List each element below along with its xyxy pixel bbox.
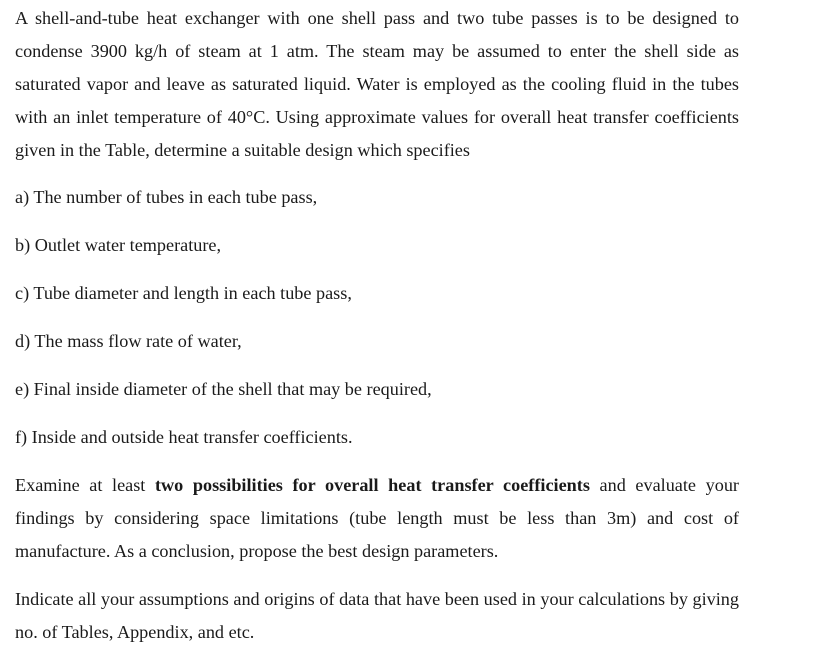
list-item: c) Tube diameter and length in each tube pass, xyxy=(15,283,352,303)
list-item: e) Final inside diameter of the shell that may be required, xyxy=(15,379,432,399)
list-item: d) The mass flow rate of water, xyxy=(15,331,242,351)
examine-paragraph xyxy=(15,469,739,568)
examine-prefix: Examine at least xyxy=(15,475,155,495)
examine-emphasis: two possibilities for overall heat transfer coefficients xyxy=(154,475,590,495)
examine-suffix: and evaluate your findings by considering space limitations (tube length must be less than 3m) and cost of manufacture. As a conclusion, propose the best design parameters. xyxy=(15,475,739,561)
indicate-paragraph: Indicate all your assumptions and origins of data that have been used in your calculations by giving no. of Tables, Appendix, and etc. xyxy=(15,589,739,642)
intro-paragraph: A shell-and-tube heat exchanger with one shell pass and two tube passes is to be designed to condense 3900 kg/h of steam at 1 atm. The steam may be assumed to enter the shell side as saturated vapor and leave as saturated liquid. Water is employed as the cooling fluid in the tubes with an inlet temperature of 40°C. Using approximate values for overall heat transfer coefficients given in the Table, determine a suitable design which specifies xyxy=(15,8,739,160)
list-item: f) Inside and outside heat transfer coefficients. xyxy=(15,427,353,447)
list-item: a) The number of tubes in each tube pass, xyxy=(15,187,318,207)
problem-statement xyxy=(15,0,739,649)
list-item: b) Outlet water temperature, xyxy=(15,235,222,255)
